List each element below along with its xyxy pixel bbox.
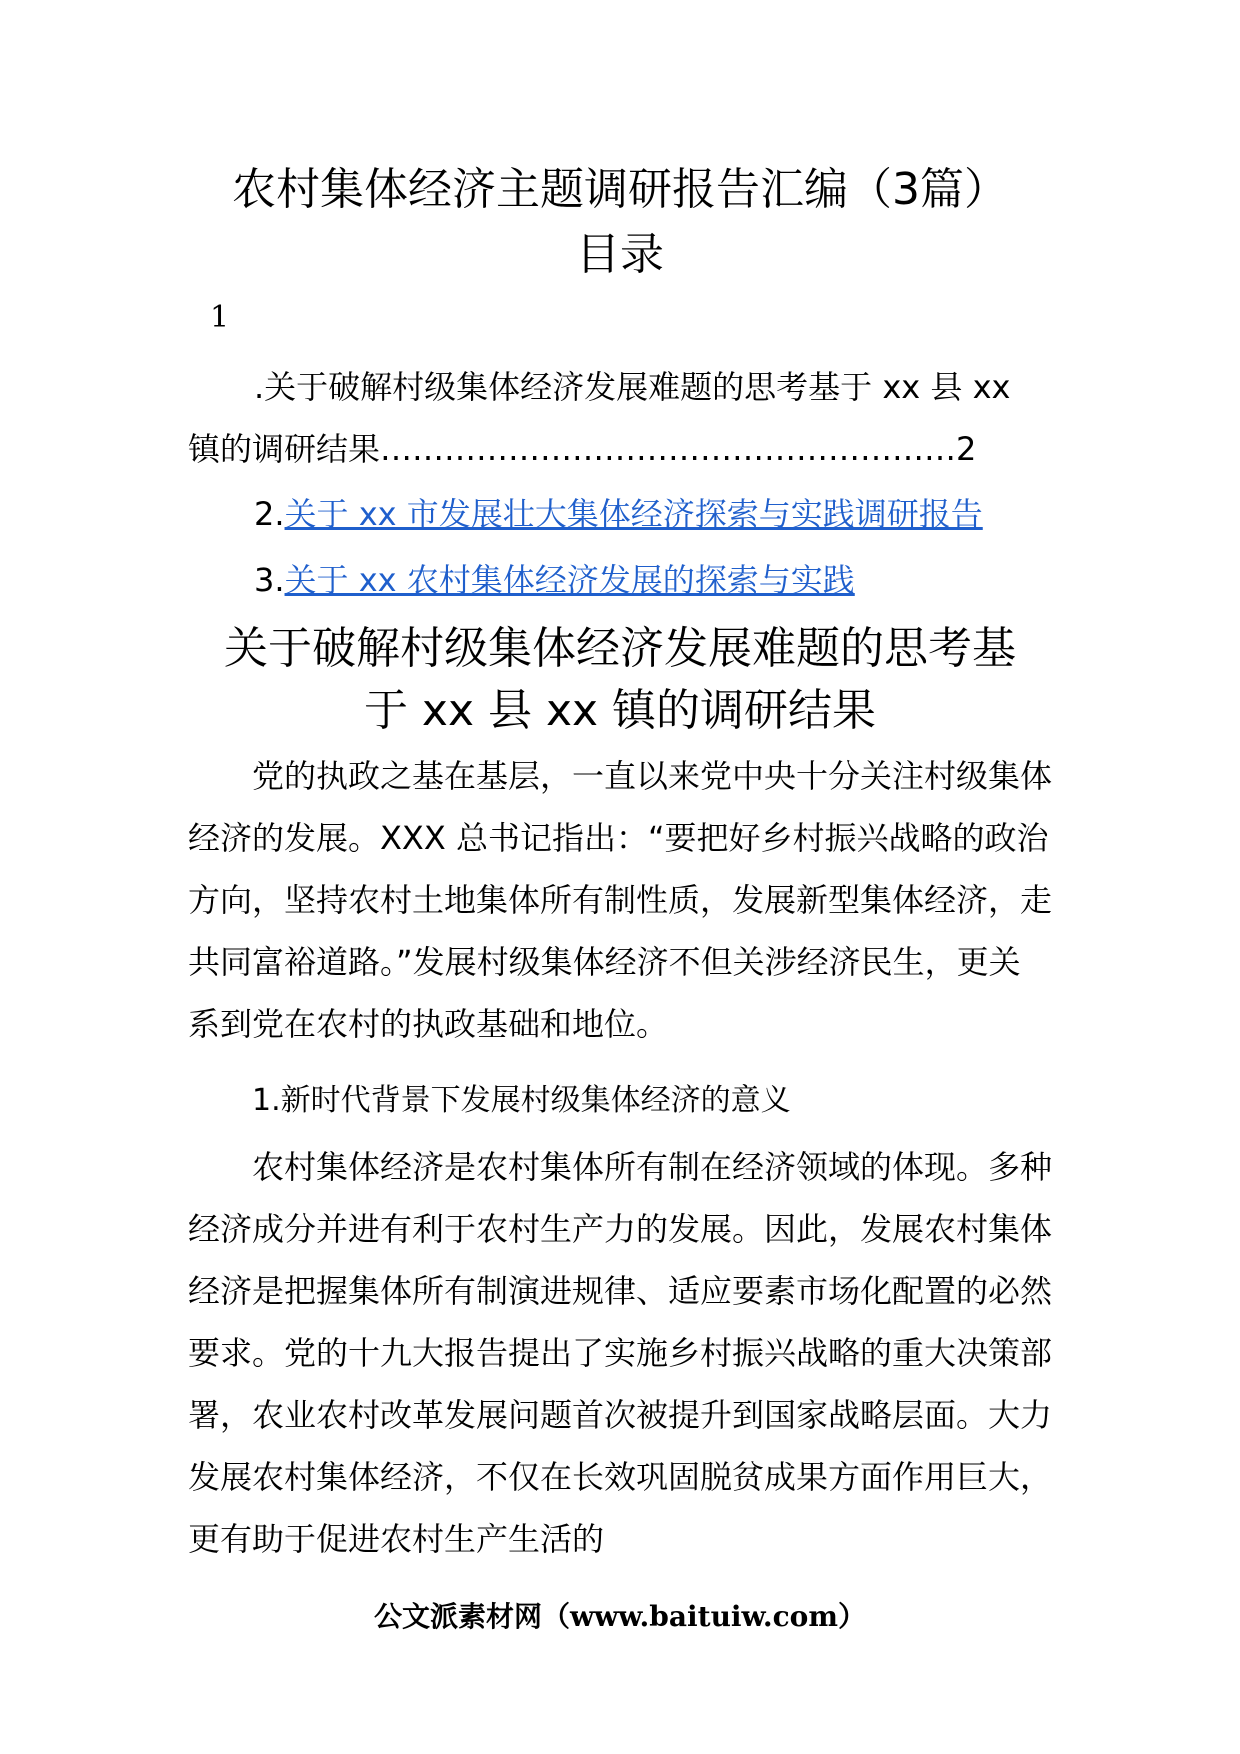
toc-entry-1-page: 2	[956, 430, 977, 468]
toc-entry-2-number: 2.	[254, 495, 285, 533]
toc-entry-3-link[interactable]: 关于 xx 农村集体经济发展的探索与实践	[284, 561, 855, 599]
section-title-line-2: 于 xx 县 xx 镇的调研结果	[363, 685, 877, 736]
paragraph-1: 党的执政之基在基层，一直以来党中央十分关注村级集体经济的发展。XXX 总书记指出：“要把好乡村振兴战略的政治方向，坚持农村土地集体所有制性质，发展新型集体经济，走共同富裕道路。”发展村级集体经济不但关涉经济民生，更关系到党在农村的执政基础和地位。	[188, 757, 1053, 1043]
toc-entry-2	[254, 489, 983, 539]
subheading-1: 1.新时代背景下发展村级集体经济的意义	[252, 1083, 791, 1118]
section-title-line-1: 关于破解村级集体经济发展难题的思考基	[224, 623, 1016, 674]
toc-entry-3	[254, 555, 855, 605]
document-title: 农村集体经济主题调研报告汇编（3篇）	[232, 164, 1008, 215]
paragraph-2: 农村集体经济是农村集体所有制在经济领域的体现。多种经济成分并进有利于农村生产力的发展。因此，发展农村集体经济是把握集体所有制演进规律、适应要素市场化配置的必然要求。党的十九大报告提出了实施乡村振兴战略的重大决策部署，农业农村改革发展问题首次被提升到国家战略层面。大力发展农村集体经济，不仅在长效巩固脱贫成果方面作用巨大，更有助于促进农村生产生活的	[188, 1148, 1053, 1558]
toc-leader-dots: ………………………………………………	[380, 430, 957, 468]
toc-entry-2-link[interactable]: 关于 xx 市发展壮大集体经济探索与实践调研报告	[284, 495, 983, 533]
toc-entry-1-text: .关于破解村级集体经济发展难题的思考基于 xx 县 xx 镇的调研结果	[188, 368, 1011, 468]
footer-watermark: 公文派素材网（www.baituiw.com）	[374, 1600, 866, 1633]
toc-entry-1-number: 1	[210, 300, 230, 335]
toc-entry-3-number: 3.	[254, 561, 285, 599]
toc-entry-1[interactable]	[188, 356, 1052, 480]
toc-heading: 目录	[576, 229, 664, 280]
